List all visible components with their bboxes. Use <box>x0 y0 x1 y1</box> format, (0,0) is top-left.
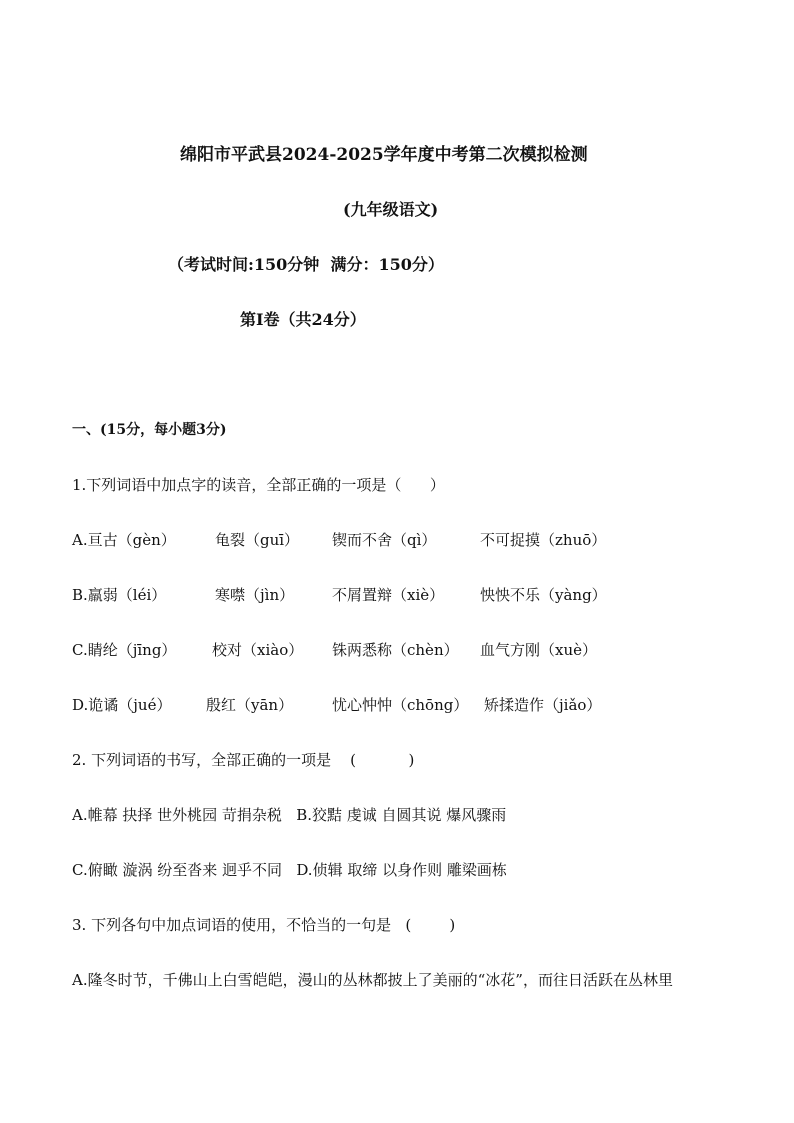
question-1-stem: 1.下列词语中加点字的读音，全部正确的一项是（ ） <box>72 476 445 494</box>
option-c-word-2: 校对（xiào） <box>212 641 304 659</box>
question-1-option-b <box>0 585 794 605</box>
section-heading: 一、(15分，每小题3分) <box>72 422 227 438</box>
volume-heading: 第Ⅰ卷（共24分） <box>240 310 366 329</box>
question-1-option-a <box>0 530 794 550</box>
option-b-word-3: 不屑置辩（xiè） <box>332 586 445 604</box>
option-d-word-3: 忧心忡忡（chōng） <box>332 696 469 714</box>
option-d-word-4: 矫揉造作（jiǎo） <box>484 696 602 714</box>
option-c-word-4: 血气方刚（xuè） <box>480 641 597 659</box>
question-2-stem: 2. 下列词语的书写，全部正确的一项是 ( ) <box>72 751 415 769</box>
exam-info: （考试时间:150分钟 满分：150分） <box>168 255 444 274</box>
option-c-word-3: 铢两悉称（chèn） <box>332 641 459 659</box>
option-a-word-1: A.亘古（gèn） <box>72 531 176 549</box>
option-d-word-2: 殷红（yān） <box>206 696 294 714</box>
question-3-option-a: A.隆冬时节，千佛山上白雪皑皑，漫山的丛林都披上了美丽的“冰花”，而往日活跃在丛林里 <box>72 971 673 989</box>
question-2-options-ab: A.帷幕 抉择 世外桃园 苛捐杂税 B.狡黠 虔诚 自圆其说 爆风骤雨 <box>72 806 507 824</box>
question-2-options-cd: C.俯瞰 漩涡 纷至沓来 迥乎不同 D.侦辑 取缔 以身作则 雕梁画栋 <box>72 861 507 879</box>
option-b-word-2: 寒噤（jìn） <box>215 586 295 604</box>
exam-title: 绵阳市平武县2024-2025学年度中考第二次模拟检测 <box>180 145 588 165</box>
option-d-word-1: D.诡谲（jué） <box>72 696 172 714</box>
option-b-word-1: B.羸弱（léi） <box>72 586 167 604</box>
option-b-word-4: 怏怏不乐（yàng） <box>480 586 607 604</box>
question-1-option-c <box>0 640 794 660</box>
option-a-word-4: 不可捉摸（zhuō） <box>480 531 607 549</box>
option-a-word-2: 龟裂（guī） <box>215 531 300 549</box>
question-1-option-d <box>0 695 794 715</box>
option-c-word-1: C.睛纶（jīng） <box>72 641 177 659</box>
question-3-stem: 3. 下列各句中加点词语的使用，不恰当的一句是 ( ) <box>72 916 456 934</box>
exam-subject: (九年级语文) <box>343 200 439 219</box>
option-a-word-3: 锲而不舍（qì） <box>332 531 437 549</box>
